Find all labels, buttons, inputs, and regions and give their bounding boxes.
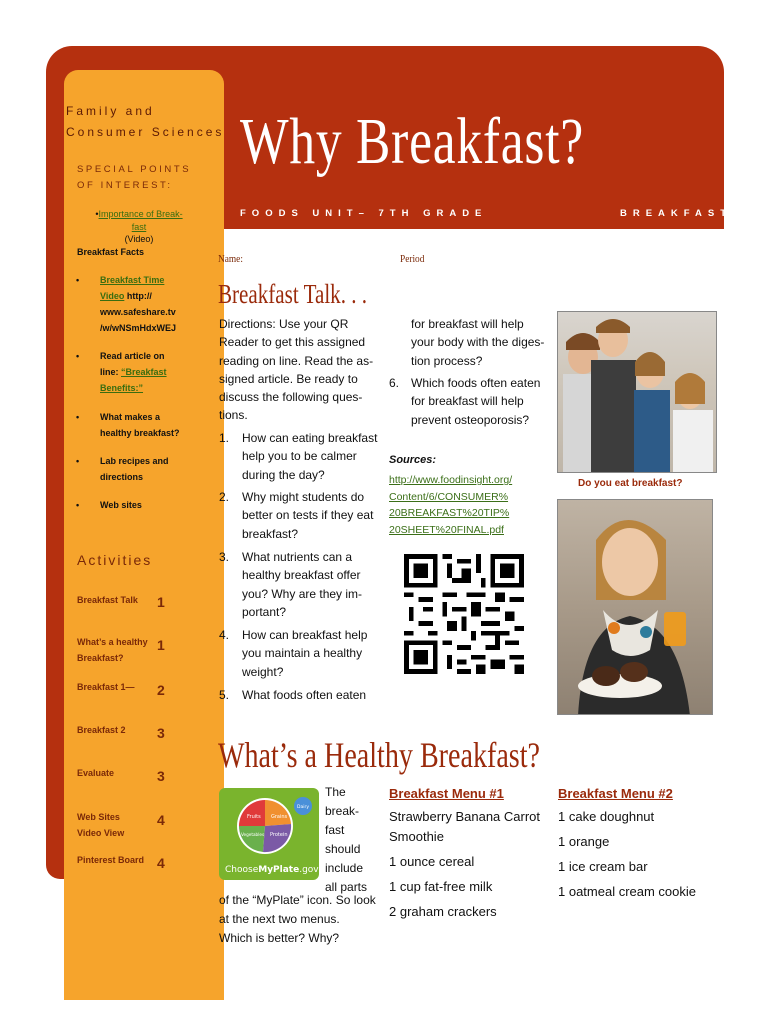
- sources-link[interactable]: [389, 472, 539, 538]
- article-text-2: line:: [100, 367, 122, 377]
- menu-1-item: 1 ounce cereal: [389, 854, 475, 869]
- menu-2-item: 1 ice cream bar: [558, 859, 648, 874]
- video-url-2: www.safeshare.tv: [100, 307, 176, 317]
- menu-1-item: 2 graham crackers: [389, 904, 497, 919]
- activity-label: Breakfast 2: [77, 725, 126, 735]
- question-line: Which foods often eaten: [411, 376, 541, 390]
- question-line: prevent osteoporosis?: [411, 412, 530, 427]
- question-number: 3.: [219, 550, 230, 564]
- myplate-graphic: [219, 788, 319, 880]
- healthy-intro-line: should: [325, 842, 361, 856]
- activity-label-line-2: Video View: [77, 828, 125, 838]
- activity-page: 4: [157, 812, 165, 828]
- healthy-intro-line: all parts: [325, 880, 368, 894]
- question-number: 1.: [219, 431, 230, 445]
- bullet-lab: • Lab recipes and directions: [76, 456, 169, 482]
- activity-page: 2: [157, 682, 165, 698]
- photo-caption: Do you eat breakfast?: [578, 478, 683, 489]
- org-line-2: Consumer Sciences: [66, 125, 225, 139]
- activity-label: [77, 634, 207, 666]
- question-line: Why might students do: [242, 490, 365, 504]
- activity-page: 4: [157, 855, 165, 871]
- period-label: Period: [400, 253, 425, 265]
- video-url-1: http://: [124, 291, 152, 301]
- menu-1-title: Breakfast Menu #1: [389, 786, 504, 801]
- importance-item: •Importance of Break- fast (Video): [84, 208, 194, 246]
- question-text: [411, 374, 551, 429]
- healthy-intro-full: [219, 891, 389, 948]
- menu-1-item: Strawberry Banana Carrot: [389, 809, 541, 824]
- directions-line: signed article. Be ready to: [219, 371, 358, 386]
- activity-label: Evaluate: [77, 768, 115, 778]
- org-line-1: Family and: [66, 104, 155, 118]
- article-link[interactable]: “Breakfast: [121, 367, 167, 377]
- bullet-article: • Read article on line: “Breakfast Benefits:”: [76, 351, 167, 393]
- name-label: Name:: [218, 253, 243, 265]
- directions-line: discuss the following ques-: [219, 390, 363, 405]
- activity-label: Pinterest Board: [77, 855, 145, 865]
- menu-1-item: Smoothie: [389, 829, 444, 844]
- healthy-intro-line: of the “MyPlate” icon. So look: [219, 893, 376, 907]
- menu-2-item: 1 orange: [558, 834, 610, 849]
- girl-illustration: [558, 500, 713, 715]
- healthy-intro-line: at the next two menus.: [219, 912, 340, 926]
- question-line: healthy breakfast offer: [242, 568, 361, 583]
- healthy-intro-line: The: [325, 785, 346, 799]
- question-line: weight?: [242, 664, 284, 679]
- question-line: help you to be calmer: [242, 449, 357, 464]
- myplate-grains: Grains: [271, 814, 288, 820]
- healthy-breakfast-heading: What’s a Healthy Breakfast?: [218, 735, 541, 775]
- healthy-intro-line: break-: [325, 804, 360, 818]
- article-link-2[interactable]: Benefits:”: [100, 383, 144, 393]
- activity-label-line: What’s a healthy: [77, 637, 148, 647]
- healthy-intro-line: include: [325, 861, 364, 875]
- photo-girl-breakfast: [557, 499, 713, 715]
- question-line: better on tests if they eat: [242, 508, 374, 523]
- question-line: for breakfast will help: [411, 317, 524, 331]
- directions-text: [219, 315, 379, 425]
- activity-label-line: Web Sites: [77, 812, 120, 822]
- lab-text: Lab recipes and: [100, 456, 169, 466]
- activity-label: [77, 809, 207, 841]
- question-text: [242, 429, 382, 484]
- video-link-2[interactable]: Video: [100, 291, 125, 301]
- directions-line: Directions: Use your QR: [219, 317, 349, 331]
- question-line: What foods often eaten: [242, 688, 367, 702]
- importance-video: (Video): [124, 234, 154, 244]
- directions-line: Reader to get this assigned: [219, 335, 366, 350]
- myplate-brand: ChooseMyPlate.gov: [225, 865, 319, 875]
- healthy-intro-line: Which is better? Why?: [219, 931, 340, 945]
- question-number: 5.: [219, 688, 230, 702]
- activity-page: 3: [157, 725, 165, 741]
- question-line: you maintain a healthy: [242, 646, 363, 661]
- question-line: What nutrients can a: [242, 550, 353, 564]
- question-text: [242, 488, 382, 543]
- myplate-protein: Protein: [270, 832, 288, 838]
- question-line: breakfast?: [242, 526, 299, 541]
- activity-label: Breakfast 1—: [77, 682, 135, 692]
- myplate-vegetables: Vegetables: [241, 832, 265, 837]
- activity-page: 3: [157, 768, 165, 784]
- activities-heading: Activities: [77, 552, 153, 568]
- menu-2-item: 1 oatmeal cream cookie: [558, 884, 697, 899]
- bullet-video: • Breakfast Time Video http:// www.safeshare.tv /w/wNSmHdxWEJ: [76, 275, 177, 333]
- question-number: 6.: [389, 376, 400, 390]
- sidebar-accent-strip: [46, 229, 64, 879]
- question-line: for breakfast will help: [411, 394, 524, 409]
- myplate-icon: [219, 788, 319, 880]
- qr-code: [404, 553, 524, 675]
- unit-label: FOODS UNIT– 7TH GRADE: [240, 208, 488, 219]
- question-line: you? Why are they im-: [242, 586, 363, 601]
- breakfast-talk-heading: Breakfast Talk. . .: [218, 279, 368, 309]
- sources-link-line[interactable]: 20BREAKFAST%20TIP%: [389, 507, 510, 519]
- activity-page: 1: [157, 594, 165, 610]
- special-points-heading: SPECIAL POINTS: [77, 164, 192, 175]
- video-url-3: /w/wNSmHdxWEJ: [100, 323, 177, 333]
- special-points-heading-2: OF INTEREST:: [77, 180, 173, 191]
- myplate-fruits: Fruits: [247, 814, 261, 820]
- healthy-text: What makes a: [100, 412, 161, 422]
- activity-label: Breakfast Talk: [77, 595, 138, 605]
- photo-students: [557, 311, 717, 473]
- healthy-text-2: healthy breakfast?: [100, 428, 180, 438]
- question-line: How can eating breakfast: [242, 431, 378, 445]
- sources-label: Sources:: [389, 454, 437, 466]
- lab-text-2: directions: [100, 472, 144, 482]
- sources-link-line[interactable]: http://www.foodinsight.org/: [389, 474, 513, 486]
- menu-2-title: Breakfast Menu #2: [558, 786, 673, 801]
- directions-line: reading on line. Read the as-: [219, 353, 374, 368]
- activity-page: 1: [157, 637, 165, 653]
- importance-link-2[interactable]: fast: [131, 221, 147, 232]
- bullet-healthy: • What makes a healthy breakfast?: [76, 412, 180, 438]
- question-text: [242, 626, 382, 681]
- breakfast-facts-label: Breakfast Facts: [77, 247, 145, 257]
- activity-label-line-2: Breakfast?: [77, 653, 124, 663]
- importance-link[interactable]: Importance of Break-: [98, 209, 183, 219]
- question-number: 2.: [219, 490, 230, 504]
- topic-label: BREAKFAST: [620, 208, 733, 219]
- students-illustration: [558, 312, 717, 473]
- question-line: tion process?: [411, 353, 483, 368]
- article-text: Read article on: [100, 351, 165, 361]
- question-line: during the day?: [242, 467, 325, 482]
- question-line: How can breakfast help: [242, 628, 368, 642]
- sources-link-line[interactable]: Content/6/CONSUMER%: [389, 490, 509, 503]
- question-continued: [411, 315, 551, 370]
- question-text: [242, 686, 382, 704]
- healthy-intro-line: fast: [325, 823, 345, 837]
- menu-2-item: 1 cake doughnut: [558, 809, 655, 824]
- question-text: [242, 548, 382, 621]
- directions-line: tions.: [219, 408, 248, 423]
- question-line: portant?: [242, 604, 287, 619]
- video-link[interactable]: Breakfast Time: [100, 275, 165, 285]
- page-title: Why Breakfast?: [240, 105, 584, 178]
- question-number: 4.: [219, 628, 230, 642]
- question-line: your body with the diges-: [411, 335, 545, 350]
- websites-text: Web sites: [100, 500, 142, 510]
- bullet-websites: • Web sites: [76, 500, 142, 510]
- sources-link-line[interactable]: 20SHEET%20FINAL.pdf: [389, 523, 504, 536]
- healthy-intro-side: [325, 783, 385, 897]
- myplate-dairy: Dairy: [297, 805, 309, 810]
- menu-1-item: 1 cup fat-free milk: [389, 879, 493, 894]
